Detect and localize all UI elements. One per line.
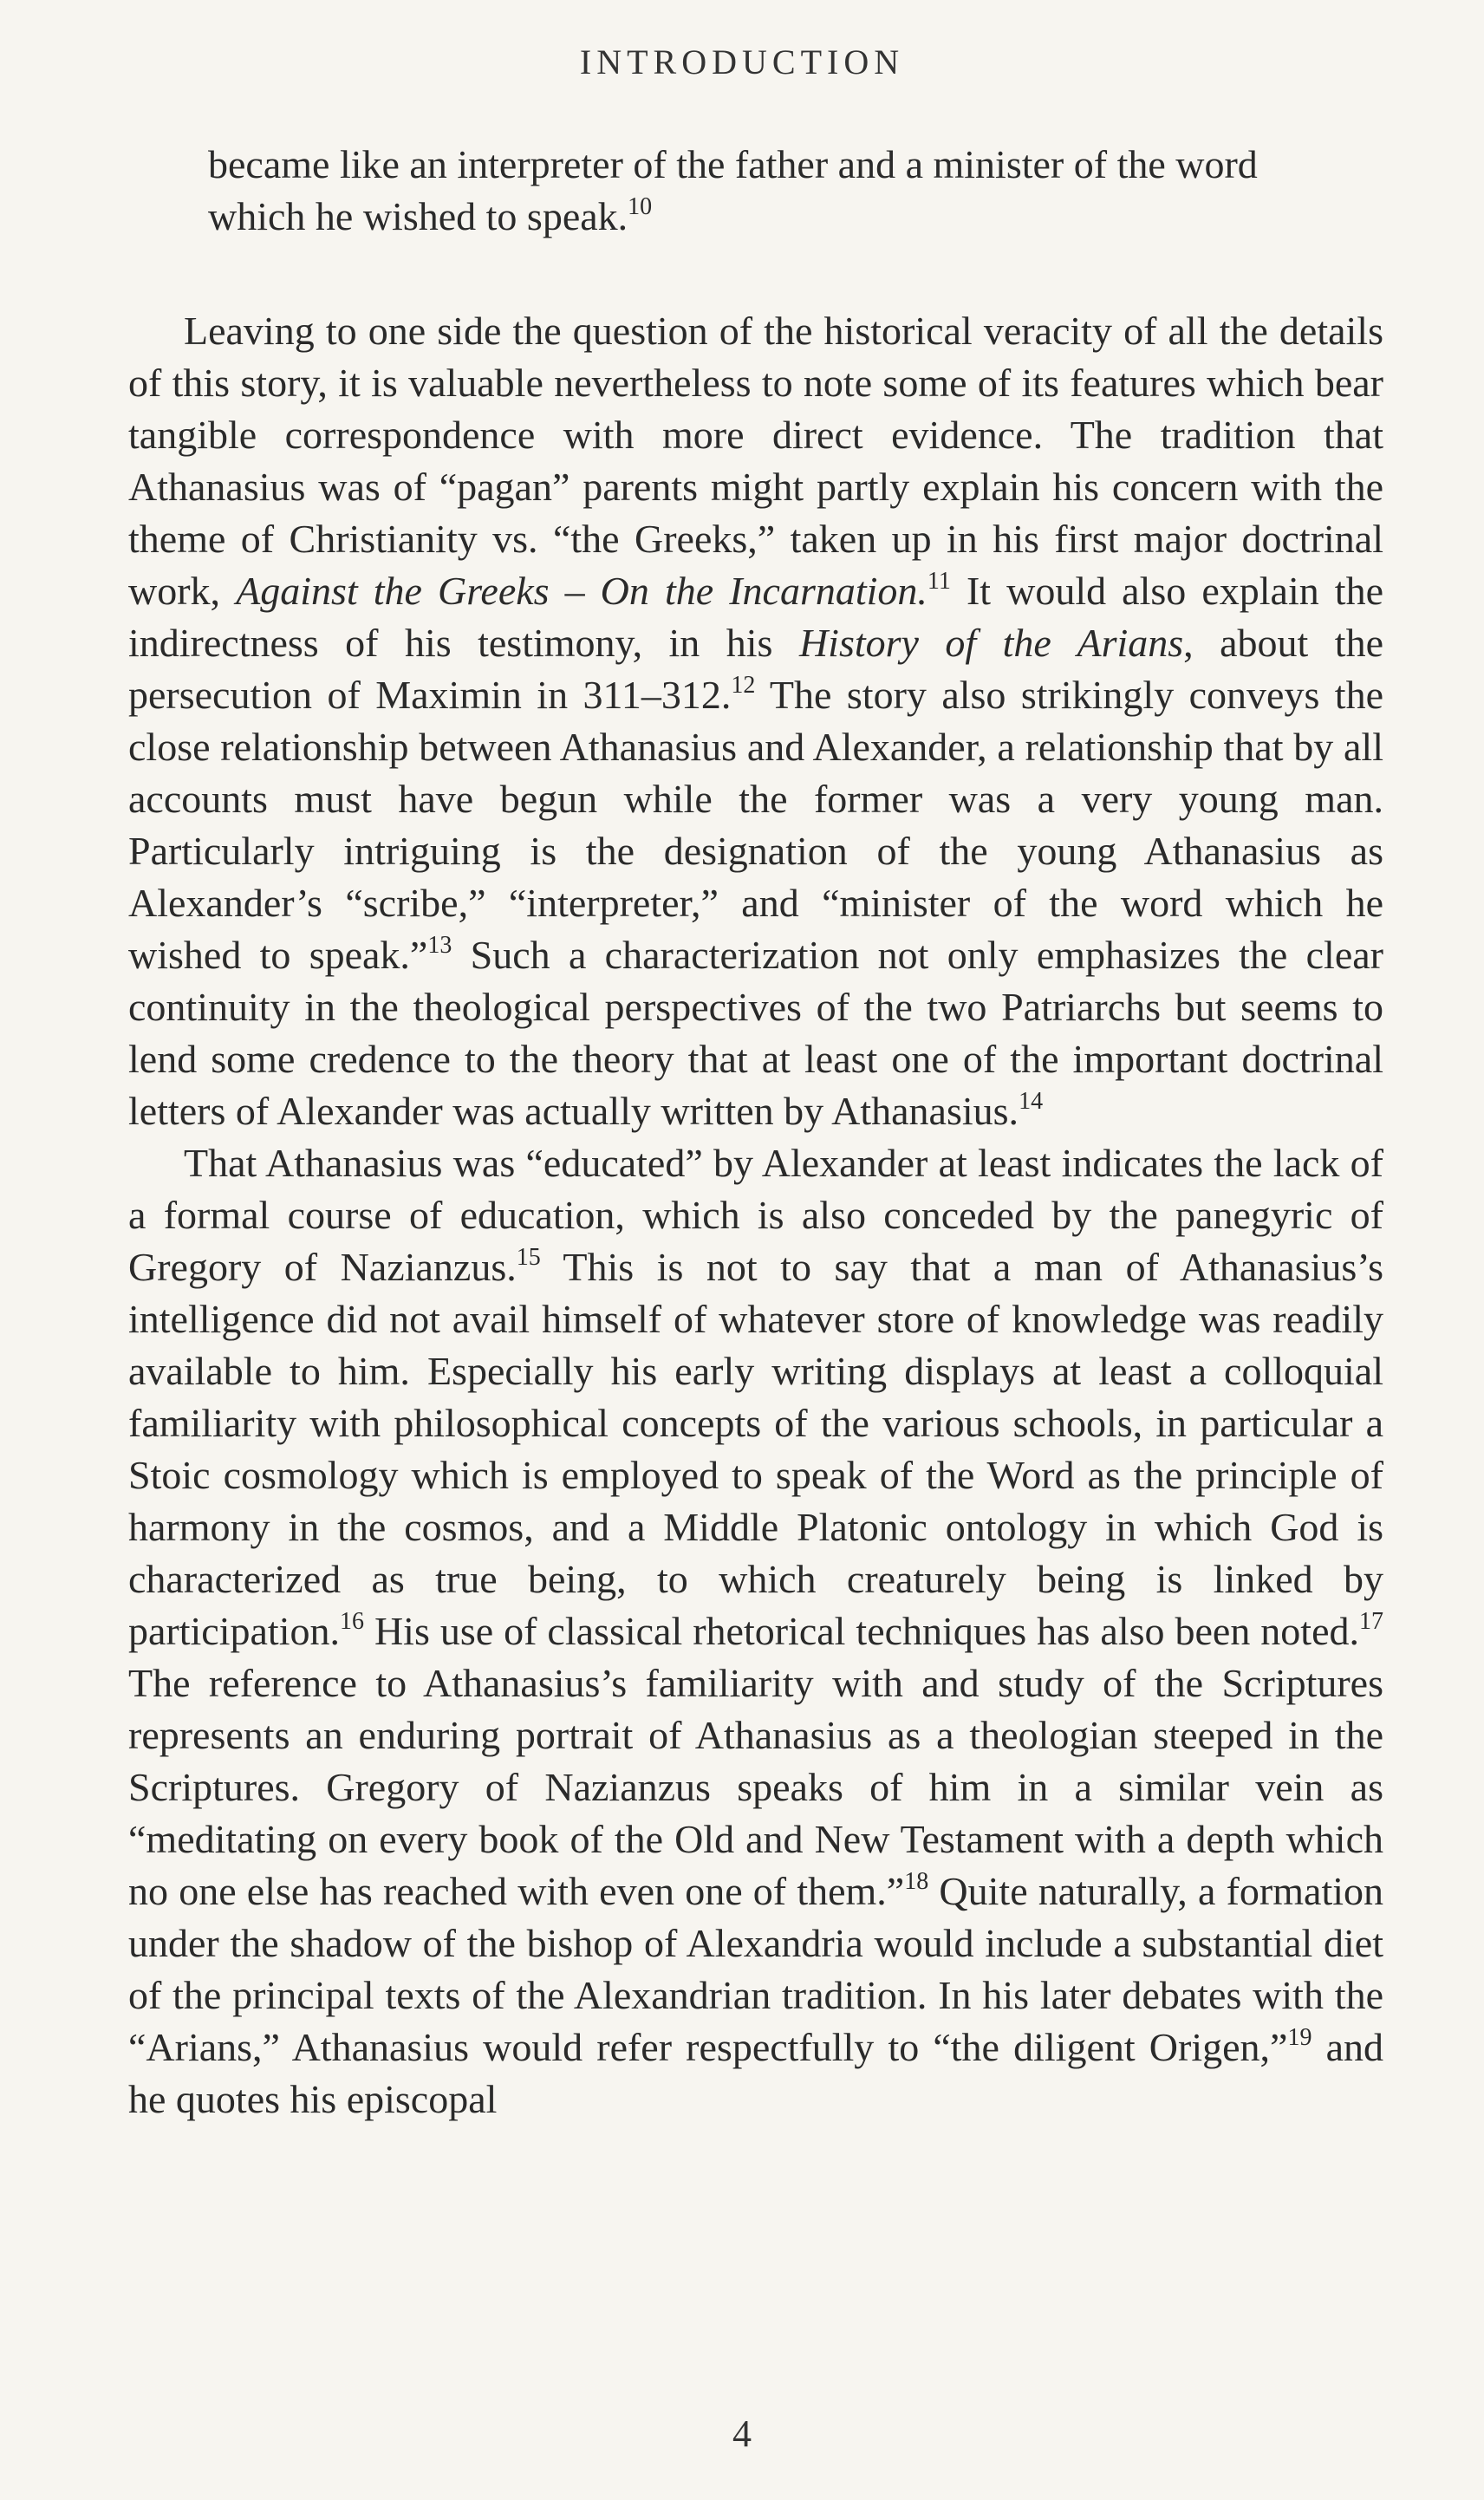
work-title: Against the Greeks – On the Incarnation. <box>236 569 928 613</box>
footnote-ref: 18 <box>904 1868 929 1895</box>
text-span: His use of classical rhetorical techniques has also been noted. <box>363 1609 1359 1653</box>
footnote-ref: 11 <box>927 568 951 595</box>
footnote-ref: 15 <box>516 1244 541 1271</box>
text-span: The reference to Athanasius’s familiarity with and study of the Scriptures represents an enduring portrait of Athanasius as a theologian steeped in the Scriptures. Gregory of Nazianzus speaks of him in a similar vein as “meditating on every book of the Old and New Testament with a depth which no one else has reached with even one of them.” <box>128 1661 1383 1913</box>
footnote-ref: 13 <box>427 932 452 959</box>
text-span: This is not to say that a man of Athanasius’s intelligence did not avail himself of whatever store of knowledge was readily available to him. Especially his early writing displays at least a colloquial familiarity with philosophical concepts of the various schools, in particular a Stoic cosmology which is employed to speak of the Word as the principle of harmony in the cosmos, and a Middle Platonic ontology in which God is characterized as true being, to which creaturely being is linked by participation. <box>128 1245 1383 1653</box>
page-number: 4 <box>732 2412 752 2455</box>
text-span: That Athanasius was “educated” by Alexander at least indicates the lack of a formal course of education, which is also conceded by the panegyric of Gregory of Nazianzus. <box>128 1141 1383 1289</box>
running-head: INTRODUCTION <box>579 42 905 81</box>
text-span: Such a characterization not only emphasizes the clear continuity in the theological perspectives of the two Patriarchs but seems to lend some credence to the theory that at least one of the important doctrinal letters of Alexander was actually written by Athanasius. <box>128 933 1383 1133</box>
block-quote <box>208 139 1309 243</box>
footnote-ref: 17 <box>1359 1608 1383 1635</box>
text-span: The story also strikingly conveys the close relationship between Athanasius and Alexander, a relationship that by all accounts must have begun while the former was a very young man. Particularly intriguing is the designation of the young Athanasius as Alexander’s “scribe,” “interpreter,” and “minister of the word which he wished to speak.” <box>128 673 1383 977</box>
footnote-ref: 19 <box>1287 2024 1312 2051</box>
paragraph-1 <box>128 305 1383 1137</box>
body-text <box>128 305 1383 2126</box>
footnote-ref: 16 <box>339 1608 364 1635</box>
paragraph-2 <box>128 1137 1383 2126</box>
text-span: Quite naturally, a formation under the shadow of the bishop of Alexandria would include a substantial diet of the principal texts of the Alexandrian tradition. In his later debates with the “Arians,” Athanasius would refer respectfully to “the diligent Origen,” <box>128 1869 1384 2069</box>
text-span: , about the persecution of Maximin in 311–312. <box>128 621 1383 717</box>
quote-text: became like an interpreter of the father and a minister of the word which he wished to speak. <box>208 142 1258 238</box>
footnote-ref: 12 <box>731 672 756 699</box>
text-span: and he quotes his episcopal <box>128 2025 1383 2121</box>
text-span: Leaving to one side the question of the historical veracity of all the details of this story, it is valuable nevertheless to note some of its features which bear tangible correspondence with more direct evidence. The tradition that Athanasius was of “pagan” parents might partly explain his concern with the theme of Christianity vs. “the Greeks,” taken up in his first major doctrinal work, <box>128 309 1383 613</box>
work-title: History of the Arians <box>798 621 1184 665</box>
text-span: It would also explain the indirectness of his testimony, in his <box>128 569 1383 665</box>
footnote-ref: 14 <box>1019 1088 1044 1115</box>
footnote-ref: 10 <box>628 193 653 220</box>
